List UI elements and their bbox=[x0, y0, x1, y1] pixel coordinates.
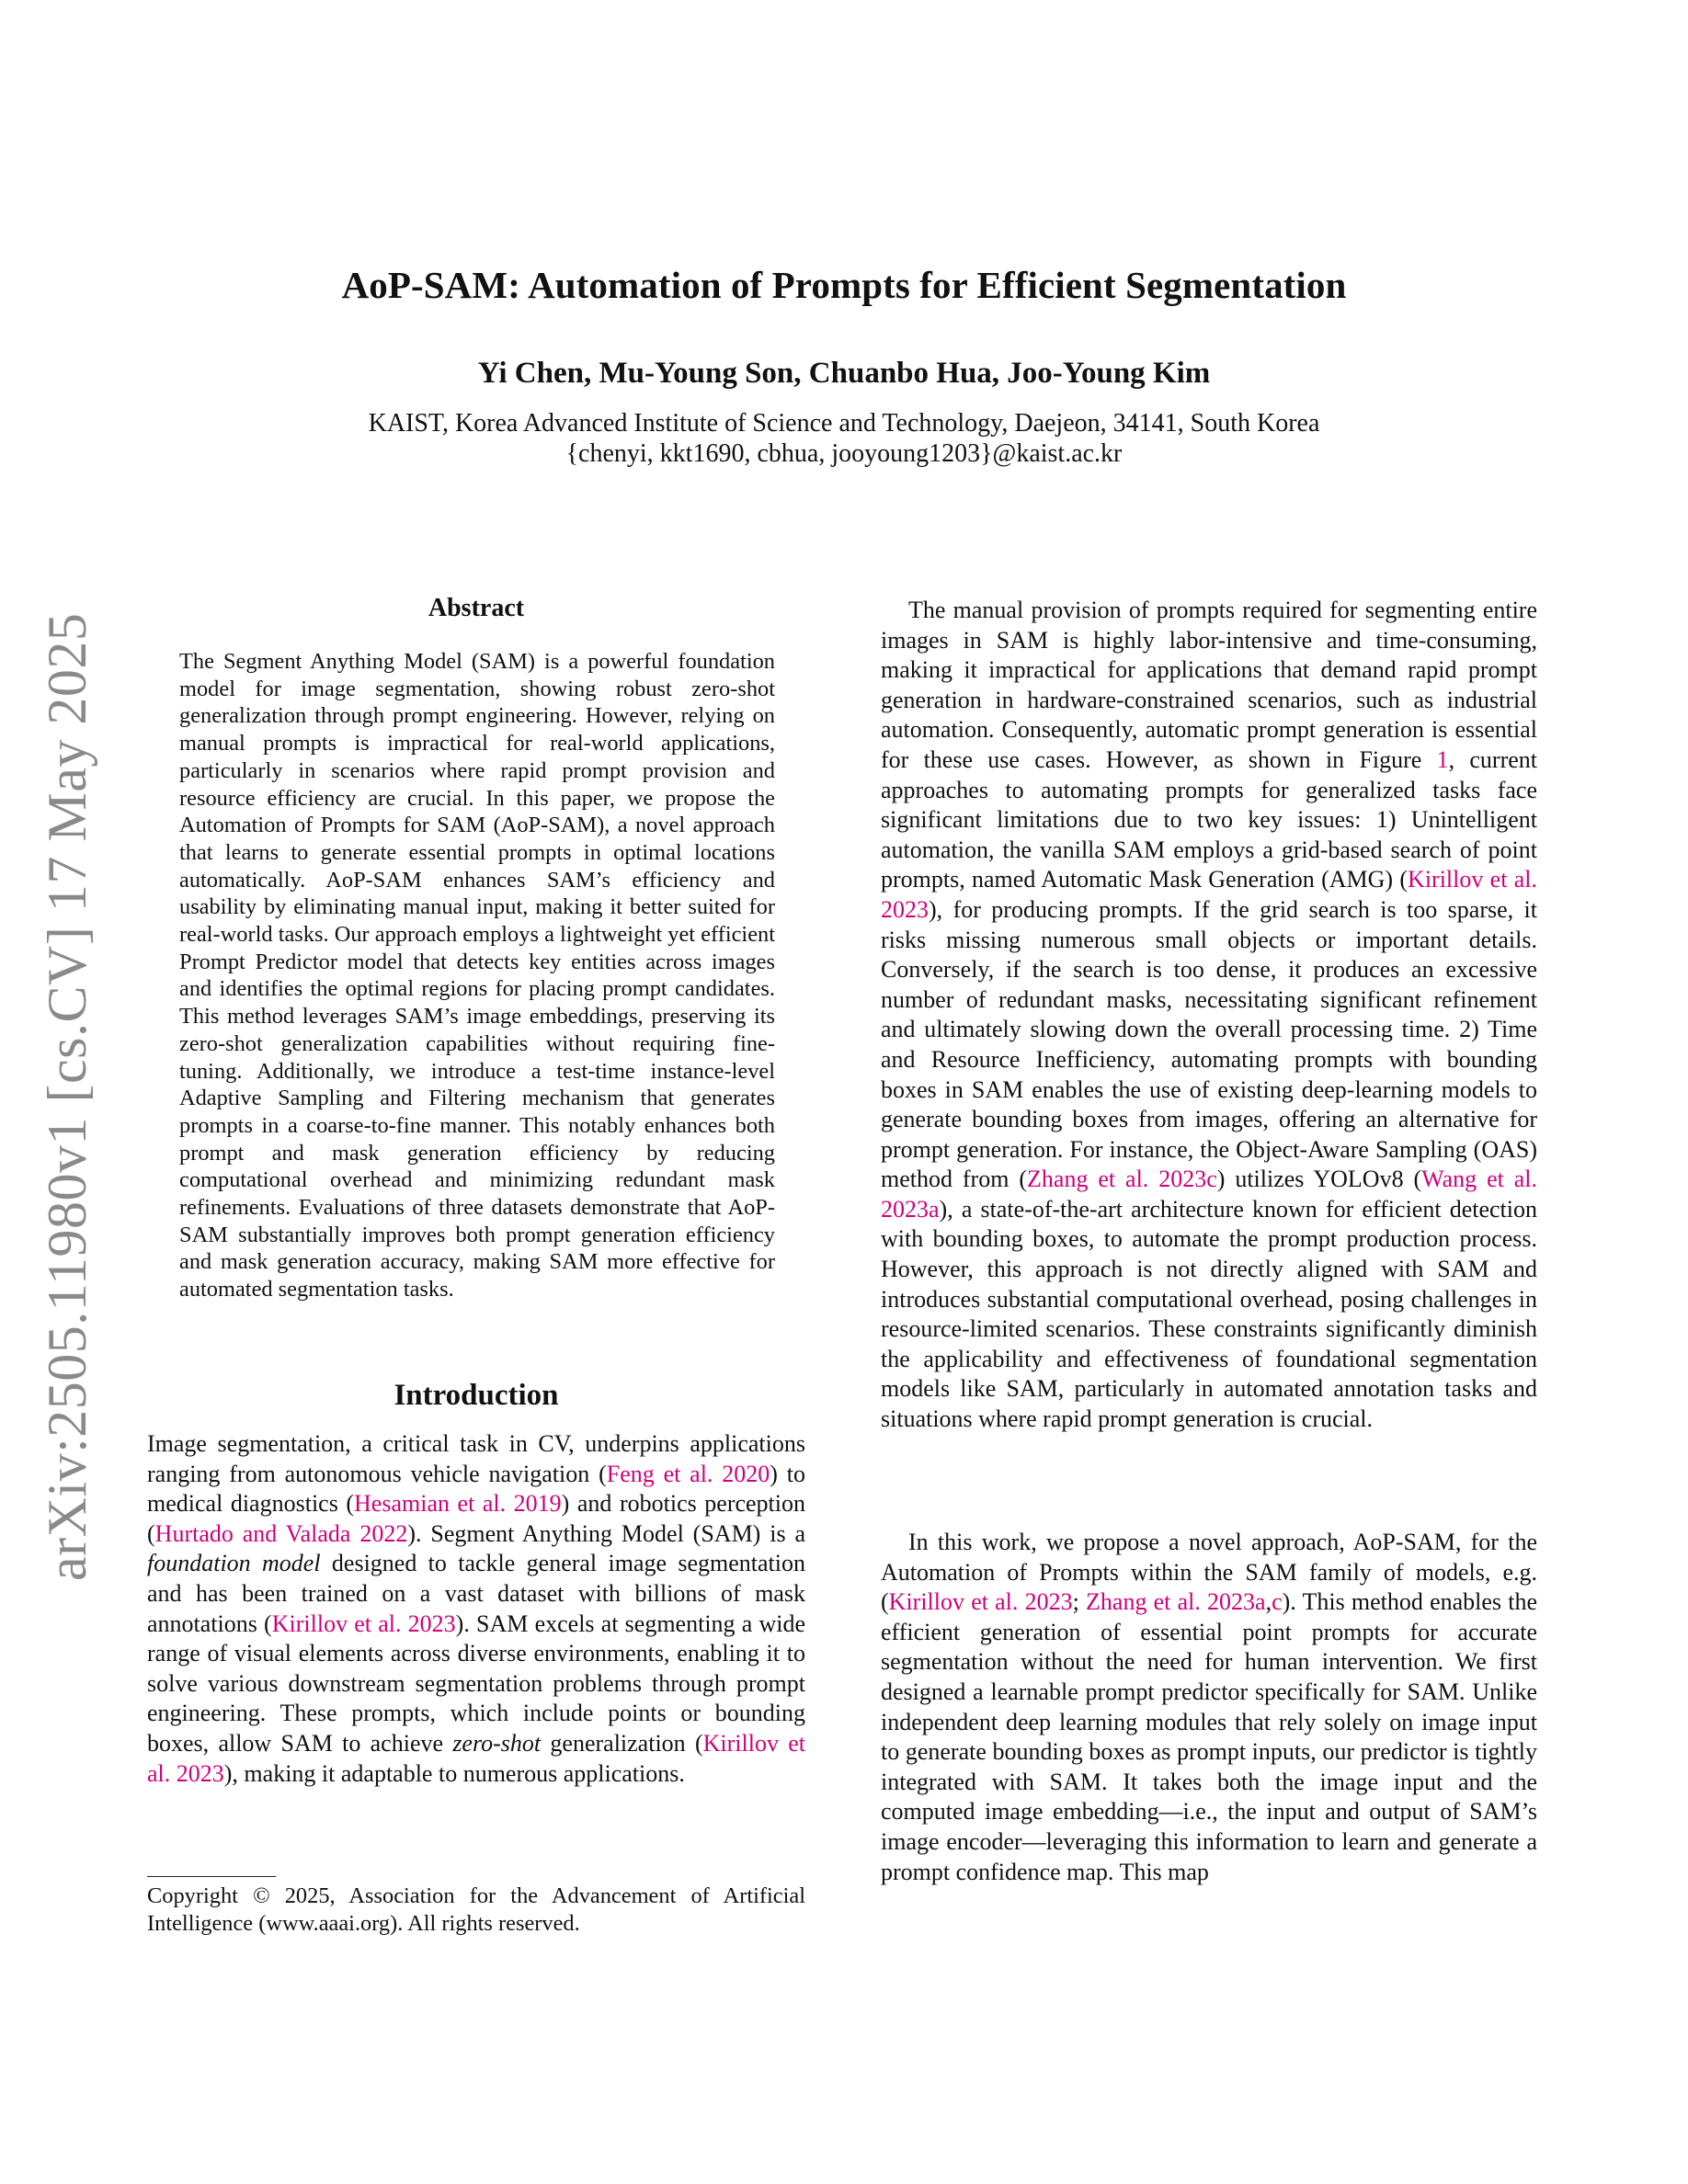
text-run: ). SAM excels at segmenting a wide range of visual elements across diverse environments, enabling it to solve various downstream segmentation problems through prompt engineering. These prompts, which include points or bounding boxes, allow SAM to achieve bbox=[147, 1610, 806, 1757]
abstract-heading: Abstract bbox=[428, 594, 525, 622]
citation-link[interactable]: c bbox=[1272, 1588, 1283, 1616]
citation-link[interactable]: Kirillov et al. 2023 bbox=[147, 1729, 805, 1787]
text-run: Image segmentation, a critical task in CV, underpins applications ranging from autonomous vehicle navigation ( bbox=[147, 1430, 805, 1487]
text-run: generalization ( bbox=[541, 1729, 703, 1757]
text-run: designed to tackle general image segmentation and has been trained on a vast dataset with billions of mask annotations ( bbox=[147, 1550, 805, 1637]
citation-link[interactable]: Kirillov et al. 2023 bbox=[271, 1610, 456, 1637]
emphasis: zero-shot bbox=[452, 1729, 542, 1757]
text-run: , bbox=[1265, 1588, 1272, 1616]
text-run: ; bbox=[1072, 1588, 1087, 1616]
footnote-rule bbox=[147, 1876, 276, 1877]
author-emails: {chenyi, kkt1690, cbhua, jooyoung1203}@kaist.ac.kr bbox=[565, 439, 1123, 468]
citation-link[interactable]: Hesamian et al. 2019 bbox=[354, 1490, 562, 1518]
text-run: ). This method enables the efficient generation of essential point prompts for accurate segmentation without the need for human intervention. We first designed a learnable prompt predictor specifically for SAM. Unlike independent deep learning modules that rely solely on image input to generate bounding boxes as prompt inputs, our predictor is tightly integrated with SAM. It takes both the image input and the computed image embedding—i.e., the input and output of SAM’s image encoder—leveraging this information to learn and generate a prompt confidence map. This map bbox=[881, 1588, 1537, 1885]
citation-link[interactable]: Zhang et al. 2023c bbox=[1027, 1166, 1217, 1193]
figure-link[interactable]: 1 bbox=[1436, 745, 1449, 773]
copyright-footnote: Copyright © 2025, Association for the Advancement of Artificial Intelligence (www.aaai.org). All rights reserved. bbox=[147, 1883, 805, 1936]
affiliation: KAIST, Korea Advanced Institute of Science and Technology, Daejeon, 34141, South Korea bbox=[368, 409, 1320, 438]
abstract-text: The Segment Anything Model (SAM) is a powerful foundation model for image segmentation, showing robust zero-shot generalization through prompt engineering. However, relying on manual prompts is impractical for real-world applications, particularly in scenarios where rapid prompt provision and resource efficiency are crucial. In this paper, we propose the Automation of Prompts for SAM (AoP-SAM), a novel approach that learns to generate essential prompts in optimal locations automatically. AoP-SAM enhances SAM’s efficiency and usability by eliminating manual input, making it better suited for real-world tasks. Our approach employs a lightweight yet efficient Prompt Predictor model that detects key entities across images and identifies the optimal regions for placing prompt candidates. This method leverages SAM’s image embeddings, preserving its zero-shot generalization capabilities without requiring fine-tuning. Additionally, we introduce a test-time instance-level Adaptive Sampling and Filtering mechanism that generates prompts in a coarse-to-fine manner. This notably enhances both prompt and mask generation efficiency by reducing computational overhead and minimizing redundant mask refinements. Evaluations of three datasets demonstrate that AoP-SAM substantially improves both prompt generation efficiency and mask generation accuracy, making SAM more effective for automated segmentation tasks. bbox=[179, 649, 775, 1302]
introduction-paragraph-3 bbox=[881, 1528, 1537, 1887]
paper-authors: Yi Chen, Mu-Young Son, Chuanbo Hua, Joo-Young Kim bbox=[477, 357, 1211, 390]
text-run: ) to medical diagnostics ( bbox=[147, 1460, 805, 1518]
citation-link[interactable]: Kirillov et al. 2023 bbox=[881, 866, 1537, 923]
introduction-heading: Introduction bbox=[393, 1379, 559, 1412]
text-run: In this work, we propose a novel approach, AoP-SAM, for the Automation of Prompts within the SAM family of models, e.g. ( bbox=[881, 1529, 1537, 1616]
citation-link[interactable]: Kirillov et al. 2023 bbox=[888, 1588, 1073, 1616]
text-run: ) utilizes YOLOv8 ( bbox=[1216, 1166, 1422, 1193]
emphasis: foundation model bbox=[147, 1550, 321, 1577]
introduction-paragraph-1 bbox=[147, 1429, 805, 1789]
text-run: ), a state-of-the-art architecture known for efficient detection with bounding boxes, to automate the prompt production process. However, this approach is not directly aligned with SAM and introduces substantial computational overhead, posing challenges in resource-limited scenarios. These constraints significantly diminish the applicability and effectiveness of foundational segmentation models like SAM, particularly in automated annotation tasks and situations where rapid prompt generation is crucial. bbox=[881, 1195, 1537, 1433]
introduction-paragraph-2 bbox=[881, 596, 1537, 1435]
text-run: ), making it adaptable to numerous applications. bbox=[223, 1759, 685, 1787]
affiliation-block bbox=[0, 408, 1688, 469]
arxiv-identifier: arXiv:2505.11980v1 [cs.CV] 17 May 2025 bbox=[37, 612, 97, 1581]
citation-link[interactable]: Feng et al. 2020 bbox=[606, 1460, 770, 1487]
paper-title: AoP-SAM: Automation of Prompts for Efficient Segmentation bbox=[341, 264, 1347, 306]
citation-link[interactable]: Hurtado and Valada 2022 bbox=[154, 1519, 408, 1547]
text-run: ) and robotics perception ( bbox=[147, 1490, 805, 1547]
text-run: ), for producing prompts. If the grid search is too sparse, it risks missing numerous small objects or important details. Conversely, if the search is too dense, it produces an excessive number of redundant masks, necessitating significant refinement and ultimately slowing down the overall processing time. 2) Time and Resource Inefficiency, automating prompts with bounding boxes in SAM enables the use of existing deep-learning models to generate bounding boxes from images, offering an alternative for prompt generation. For instance, the Object-Aware Sampling (OAS) method from ( bbox=[881, 895, 1537, 1193]
citation-link[interactable]: Wang et al. 2023a bbox=[881, 1166, 1538, 1223]
text-run: ). Segment Anything Model (SAM) is a bbox=[407, 1519, 805, 1547]
citation-link[interactable]: Zhang et al. 2023a bbox=[1086, 1588, 1266, 1616]
text-run: , current approaches to automating prompts for generalized tasks face significant limitations due to two key issues: 1) Unintelligent automation, the vanilla SAM employs a grid-based search of point prompts, named Automatic Mask Generation (AMG) ( bbox=[881, 745, 1537, 893]
text-run: The manual provision of prompts required for segmenting entire images in SAM is highly labor-intensive and time-consuming, making it impractical for applications that demand rapid prompt generation in hardware-constrained scenarios, such as industrial automation. Consequently, automatic prompt generation is essential for these use cases. However, as shown in Figure bbox=[881, 597, 1537, 773]
